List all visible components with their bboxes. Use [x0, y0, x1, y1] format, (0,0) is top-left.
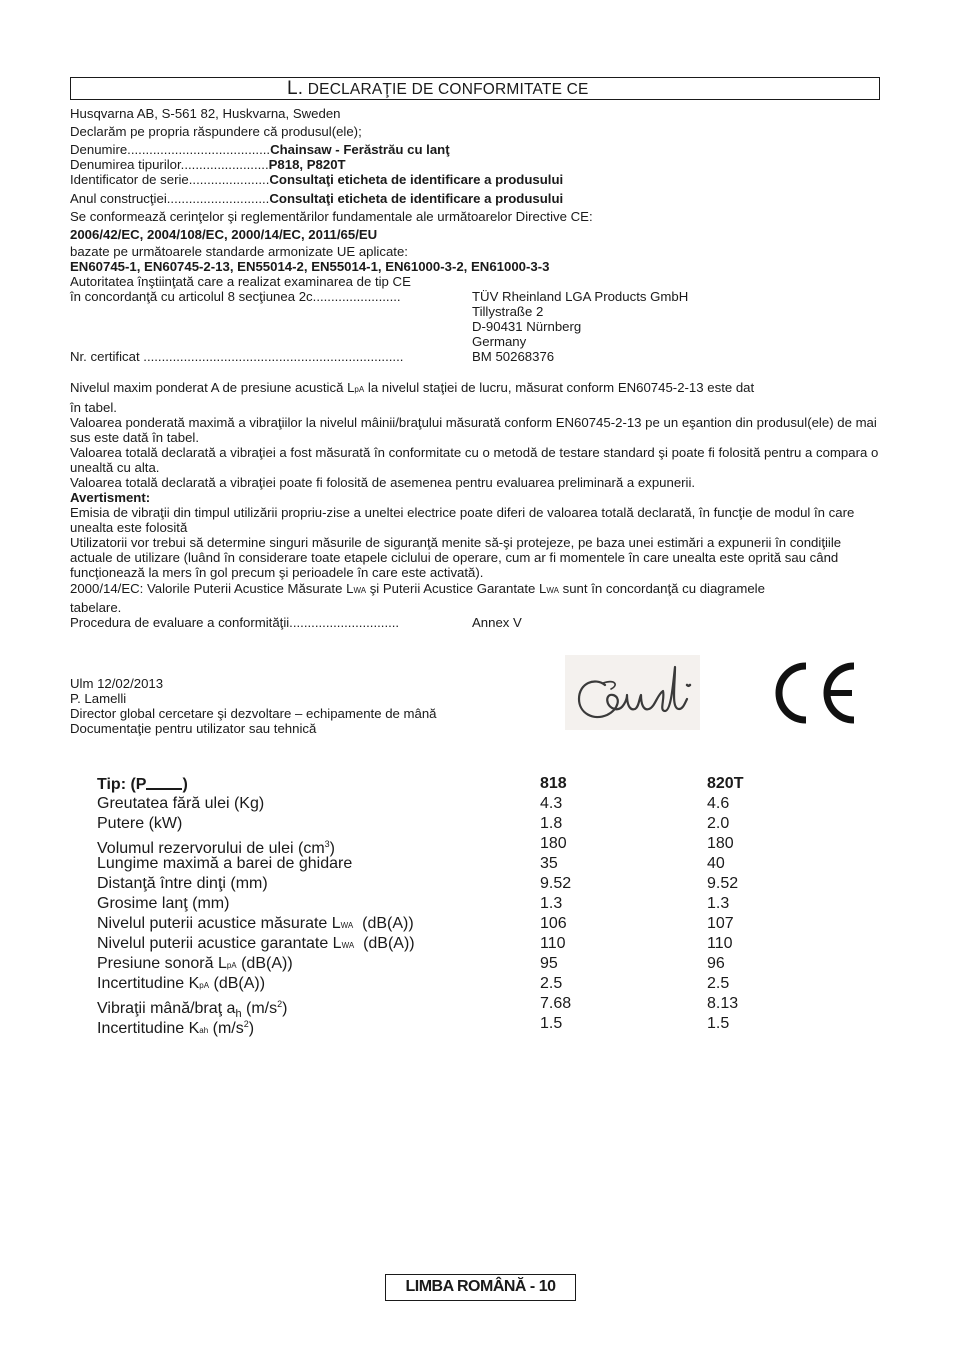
section-letter: L. — [287, 78, 304, 99]
label-text: (dB(A)) — [354, 935, 415, 952]
field-type-names — [70, 157, 346, 172]
row-label — [97, 974, 265, 996]
row-value-818: 1.8 — [540, 815, 563, 832]
header-model-1: 818 — [540, 775, 567, 792]
row-value-820t: 1.3 — [707, 895, 730, 912]
row-value-820t: 8.13 — [707, 995, 739, 1012]
label-text: ) — [329, 840, 335, 857]
section-title: DECLARAŢIE DE CONFORMITATE CE — [307, 81, 589, 98]
subscript: pA — [354, 385, 365, 394]
notified-body-name: TÜV Rheinland LGA Products GmbH — [472, 289, 689, 304]
notified-body-country: Germany — [472, 334, 527, 349]
label-text: Incertitudine K — [97, 1020, 200, 1037]
subscript: pA — [199, 981, 210, 990]
field-product-name — [70, 142, 450, 157]
header-type-suffix: ) — [182, 776, 188, 793]
label-text: Presiune sonoră L — [97, 955, 227, 972]
handwritten-signature-image — [565, 655, 700, 730]
field-value: Consultaţi eticheta de identificare a produsului — [269, 172, 564, 187]
directives-intro: Se conformează cerinţelor şi reglementărilor fundamentale ale următoarelor Directive CE: — [70, 209, 593, 224]
row-label: Greutatea fără ulei (Kg) — [97, 795, 265, 812]
field-label: Denumirea tipurilor........................ — [70, 157, 269, 172]
row-value-818: 1.5 — [540, 1015, 563, 1032]
row-value-818: 110 — [540, 935, 566, 952]
row-label: Grosime lanţ (mm) — [97, 895, 230, 912]
page-footer-label — [385, 1274, 576, 1301]
label-text: ) — [282, 1000, 288, 1017]
label-text: (dB(A)) — [236, 955, 293, 972]
text-run: şi Puterii Acustice Garantate L — [366, 581, 547, 596]
header-type-prefix: Tip: (P — [97, 776, 147, 793]
row-label: Distanţă între dinţi (mm) — [97, 875, 268, 892]
subscript: ah — [199, 1026, 209, 1035]
row-value-818: 1.3 — [540, 895, 563, 912]
row-value-818: 9.52 — [540, 875, 572, 892]
vibration-paragraphs — [70, 415, 882, 580]
row-value-818: 95 — [540, 955, 558, 972]
label-text: Vibraţii mână/braţ a — [97, 1000, 236, 1017]
label-text: Incertitudine K — [97, 975, 200, 992]
subscript: WA — [546, 586, 559, 595]
label-text: (m/s — [241, 1000, 278, 1017]
label-text: (m/s — [208, 1020, 244, 1037]
label-text: (dB(A)) — [353, 915, 414, 932]
row-value-818: 4.3 — [540, 795, 563, 812]
field-label: Identificator de serie...................... — [70, 172, 270, 187]
warning-label: Avertisment: — [70, 490, 151, 505]
superscript: 2 — [277, 999, 283, 1009]
paragraph-vibration-measured: Valoarea ponderată maximă a vibraţiilor la nivelul mâinii/braţului măsurată conform EN60745-2-13 pe un eşantion din produsul(ele) de mai sus este dată în tabel. — [70, 415, 877, 445]
certificate-number: BM 50268376 — [472, 349, 555, 364]
paragraph-warning-emission: Emisia de vibraţii din timpul utilizării propriu-zise a uneltei electrice poate diferi de valoarea totală declarată, în funcţie de modul în care unealta este folosită — [70, 505, 855, 535]
row-value-820t: 2.0 — [707, 815, 730, 832]
type-blank-underline — [146, 774, 182, 790]
row-value-820t: 96 — [707, 955, 725, 972]
signatory-role: Director global cercetare şi dezvoltare – echipamente de mână — [70, 706, 437, 721]
subscript: h — [235, 1008, 242, 1020]
paragraph-vibration-method: Valoarea totală declarată a vibraţiei a fost măsurată în conformitate cu o metodă de testare standard şi poate fi folosită pentru a compara o unealtă cu alta. — [70, 445, 879, 475]
paragraph-warning-safety: Utilizatorii vor trebui să determine singuri măsurile de siguranţă menite să-şi protejeze, pe baza unei estimări a expunerii în condiţiile actuale de utilizare (luând în considerare toate etapele ciclului de operare, cum ar fi momentele în care unealta este oprită sau când funcţionează la mers în gol precum şi perioadele în care este activată). — [70, 535, 842, 580]
row-value-820t: 40 — [707, 855, 725, 872]
label-text: (dB(A)) — [209, 975, 266, 992]
paragraph-vibration-exposure: Valoarea totală declarată a vibraţiei poate fi folosită de asemenea pentru evaluarea preliminară a expunerii. — [70, 475, 696, 490]
field-label: Anul construcţiei............................ — [70, 191, 270, 206]
row-label: Putere (kW) — [97, 815, 183, 832]
notified-body-city: D-90431 Nürnberg — [472, 319, 582, 334]
subscript: pA — [226, 961, 237, 970]
field-value: Consultaţi eticheta de identificare a produsului — [269, 191, 564, 206]
certificate-label: Nr. certificat ....................................................................... — [70, 349, 404, 364]
field-serial-id — [70, 172, 563, 187]
row-value-820t: 180 — [707, 835, 734, 852]
standards-intro: bazate pe următoarele standarde armonizate UE aplicate: — [70, 244, 408, 259]
header-model-2: 820T — [707, 775, 744, 792]
text-run: Nivelul maxim ponderat A de presiune acustică L — [70, 380, 355, 395]
field-value: P818, P820T — [268, 157, 346, 172]
row-value-820t: 107 — [707, 915, 734, 932]
label-text: ) — [248, 1020, 255, 1037]
superscript: 2 — [243, 1019, 249, 1029]
row-value-818: 106 — [540, 915, 567, 932]
row-value-820t: 2.5 — [707, 975, 730, 992]
row-label — [97, 934, 415, 956]
row-label — [97, 914, 414, 936]
label-text: Nivelul puterii acustice măsurate L — [97, 915, 341, 932]
row-value-820t: 1.5 — [707, 1015, 730, 1032]
label-text: Volumul rezervorului de ulei (cm — [97, 840, 325, 857]
signatory-name: P. Lamelli — [70, 691, 127, 706]
signatory-role-line2: Documentaţie pentru utilizator sau tehnică — [70, 721, 317, 736]
row-value-820t: 9.52 — [707, 875, 739, 892]
field-value: Chainsaw - Ferăstrău cu lanţ — [270, 142, 450, 157]
notified-body-article: în concordanţă cu articolul 8 secţiunea 2c........................ — [70, 289, 401, 304]
row-value-818: 7.68 — [540, 995, 572, 1012]
noise-paragraph-line2: în tabel. — [70, 400, 117, 415]
row-value-820t: 4.6 — [707, 795, 730, 812]
subscript: WA — [340, 921, 354, 930]
notified-body-intro: Autoritatea înştiinţată care a realizat examinarea de tip CE — [70, 274, 411, 289]
subscript: WA — [341, 941, 355, 950]
declaration-title-box — [70, 77, 880, 100]
noise-directive-line2: tabelare. — [70, 600, 122, 615]
row-label — [97, 954, 293, 976]
label-text: Nivelul puterii acustice garantate L — [97, 935, 342, 952]
declaration-statement: Declarăm pe propria răspundere că produsul(ele); — [70, 124, 362, 139]
text-run: sunt în concordanţă cu diagramele — [558, 581, 765, 596]
standards-list: EN60745-1, EN60745-2-13, EN55014-2, EN55014-1, EN61000-3-2, EN61000-3-3 — [70, 259, 550, 274]
procedure-label: Procedura de evaluare a conformităţii.............................. — [70, 615, 400, 630]
field-label: Denumire....................................... — [70, 142, 271, 157]
row-label — [97, 1014, 254, 1041]
row-label: Lungime maximă a barei de ghidare — [97, 855, 353, 872]
procedure-value: Annex V — [472, 615, 522, 630]
directives-list: 2006/42/EC, 2004/108/EC, 2000/14/EC, 2011/65/EU — [70, 227, 378, 242]
company-address: Husqvarna AB, S-561 82, Huskvarna, Sweden — [70, 106, 341, 121]
row-value-818: 35 — [540, 855, 558, 872]
row-value-818: 2.5 — [540, 975, 563, 992]
declaration-title — [287, 78, 589, 100]
notified-body-street: Tillystraße 2 — [472, 304, 544, 319]
footer-language-page: LIMBA ROMÂNĂ - 10 — [405, 1278, 556, 1295]
row-value-818: 180 — [540, 835, 567, 852]
noise-paragraph-line1 — [70, 380, 754, 397]
ce-mark-logo — [768, 661, 860, 725]
text-run: la nivelul staţiei de lucru, măsurat conform EN60745-2-13 este dat — [364, 380, 755, 395]
subscript: WA — [353, 586, 367, 595]
superscript: 3 — [324, 839, 330, 849]
row-value-820t: 110 — [707, 935, 733, 952]
signature-place-date: Ulm 12/02/2013 — [70, 676, 164, 691]
field-build-year — [70, 191, 563, 206]
noise-directive-line1 — [70, 581, 765, 598]
text-run: 2000/14/EC: Valorile Puterii Acustice Măsurate L — [70, 581, 354, 596]
header-type — [97, 774, 188, 795]
